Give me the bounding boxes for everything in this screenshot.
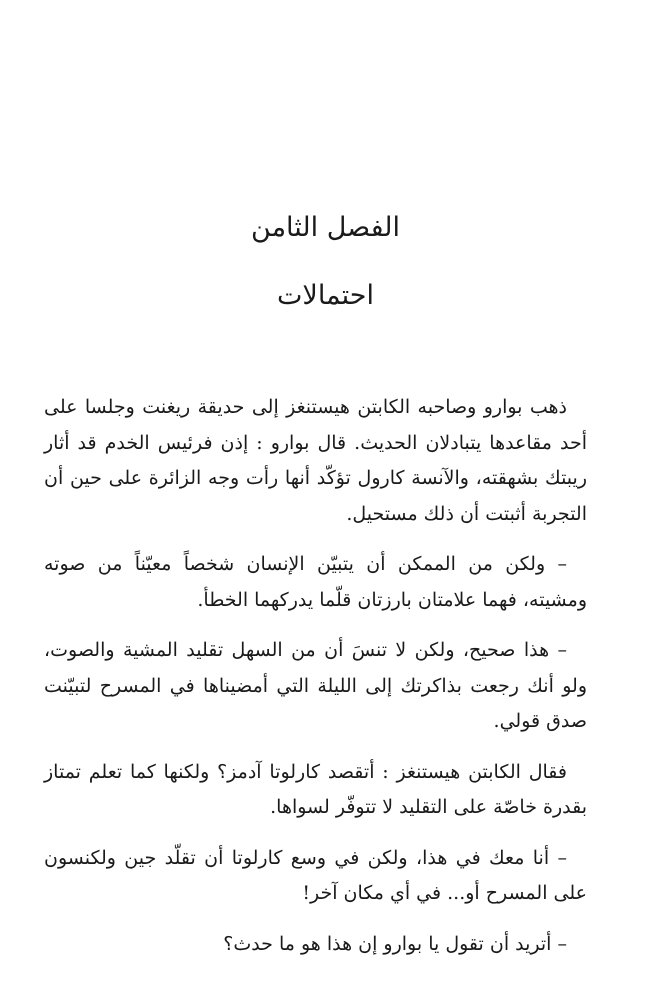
paragraph: – أتريد أن تقول يا بوارو إن هذا هو ما حدث؟ (223, 932, 567, 955)
paragraph: – ولكن من الممكن أن يتبيّن الإنسان شخصاً معيّناً من صوته ومشيته، فهما علامتان بارزتان قلّما يدركهما الخطأ. (44, 553, 587, 611)
paragraph: – هذا صحيح، ولكن لا تنسَ أن من السهل تقليد المشية والصوت، ولو أنك رجعت بذاكرتك إلى الليلة التي أمضيناها في المسرح لتبيّنت صدق قولي. (44, 639, 587, 732)
chapter-body (44, 390, 587, 977)
chapter-subtitle: احتمالات (277, 280, 374, 311)
paragraph: ذهب بوارو وصاحبه الكابتن هيستنغز إلى حديقة ريغنت وجلسا على أحد مقاعدها يتبادلان الحديث. قال بوارو : إذن فرئيس الخدم قد أثار ريبتك بشهقته، والآنسة كارول تؤكّد أنها رأت وجه الزائرة على حين أن التجربة أثبتت أن ذلك مستحيل. (44, 396, 587, 525)
paragraph: فقال الكابتن هيستنغز : أتقصد كارلوتا آدمز؟ ولكنها كما تعلم تمتاز بقدرة خاصّة على التقليد لا تتوفّر لسواها. (44, 760, 587, 818)
paragraph: – أنا معك في هذا، ولكن في وسع كارلوتا أن تقلّد جين ولكنسون على المسرح أو... في أي مكان آخر! (44, 846, 587, 904)
chapter-title: الفصل الثامن (251, 212, 400, 243)
